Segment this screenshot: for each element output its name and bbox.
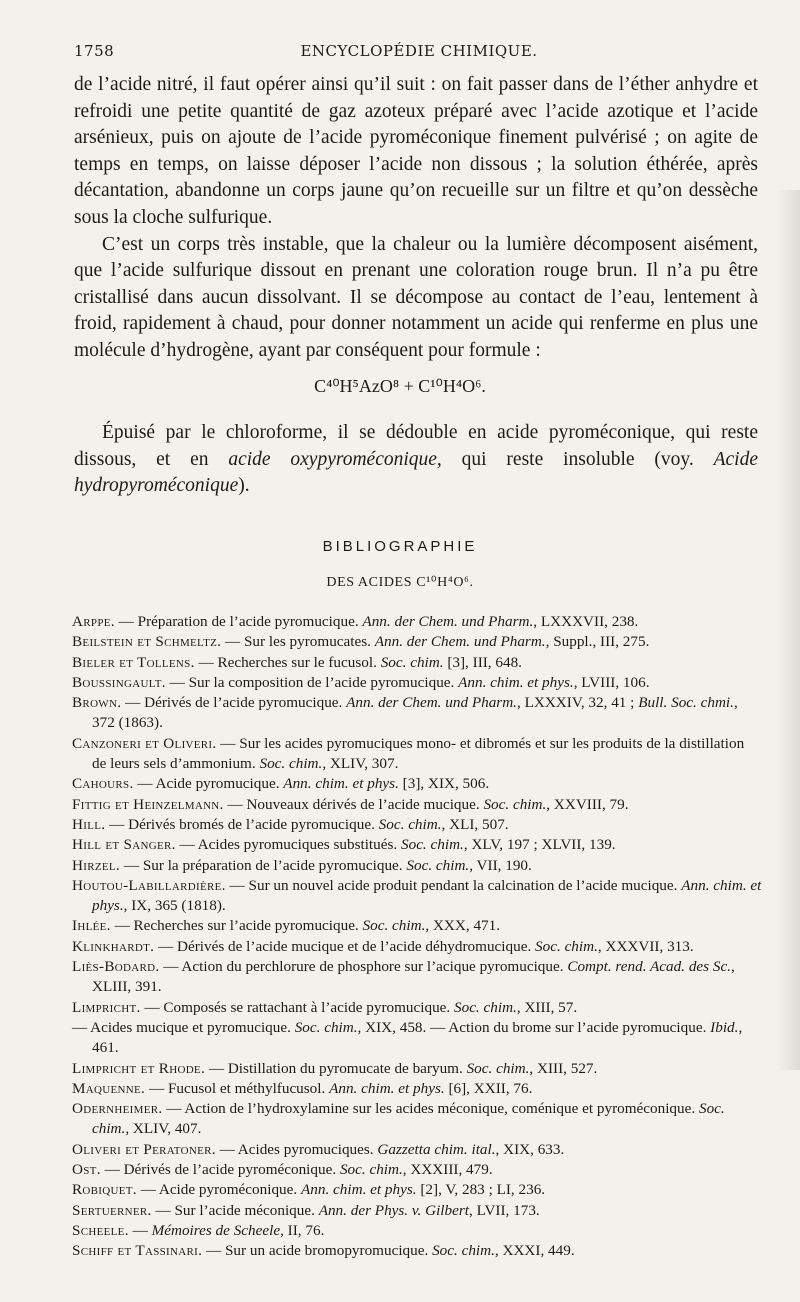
bibliography-entry: [72, 795, 762, 815]
entry-journal: Ann. chim. et phys.: [300, 1181, 417, 1199]
entry-author: Hill et Sanger.: [72, 836, 176, 854]
entry-reference: [3], III, 648.: [443, 653, 522, 671]
entry-title: — Sur la préparation de l’acide pyromucique.: [120, 856, 407, 874]
entry-reference: , XLI, 507.: [441, 815, 509, 833]
running-title: ENCYCLOPÉDIE CHIMIQUE.: [300, 42, 538, 60]
entry-title: — Sur la composition de l’acide pyromucique.: [165, 673, 459, 691]
entry-journal: Soc. chim.: [535, 937, 598, 955]
entry-author: Hill.: [72, 815, 106, 833]
entry-reference: , LVII, 173.: [468, 1201, 540, 1219]
entry-reference: , IX, 365 (1818).: [123, 897, 226, 915]
entry-title: — Dérivés de l’acide pyromucique.: [121, 694, 347, 712]
bibliography-entry: [72, 1059, 762, 1079]
entry-reference: , LXXXIV, 32, 41 ;: [516, 694, 639, 712]
bibliography-entry: [72, 653, 762, 673]
entry-author: Boussingault.: [72, 673, 166, 691]
entry-journal-2: Bull. Soc. chmi.: [638, 694, 734, 712]
entry-journal: Soc. chim.: [362, 917, 426, 935]
entry-reference: , LVIII, 106.: [573, 673, 650, 691]
entry-reference: , XXXI, 449.: [494, 1242, 575, 1260]
page-edge-shadow: [776, 190, 800, 1070]
entry-author: Brown.: [72, 694, 122, 712]
entry-title: — Sur les acides pyromuciques mono- et dibromés et sur les produits de la distillation de leurs sels d’ammonium.: [92, 734, 745, 773]
entry-reference: [2], V, 283 ; LI, 236.: [416, 1181, 546, 1199]
entry-reference: , XLV, 197 ; XLVII, 139.: [463, 836, 616, 854]
bibliography-entry: [72, 693, 762, 734]
bibliography-entry: [72, 612, 762, 632]
entry-reference-2: , 372 (1863).: [92, 694, 738, 732]
entry-author: Fittig et Heinzelmann.: [72, 795, 224, 813]
bibliography-entry: [72, 1099, 762, 1140]
entry-author: Ihlée.: [72, 917, 111, 935]
entry-journal: Soc. chim.: [432, 1242, 495, 1260]
body-text-2: [74, 420, 758, 500]
entry-journal: Soc. chim.: [339, 1161, 403, 1179]
entry-journal: Mémoires de Scheele: [151, 1221, 281, 1239]
entry-title: — Recherches sur l’acide pyromucique.: [110, 917, 363, 935]
paragraph-3: [74, 420, 758, 500]
bibliography-entry: [72, 856, 762, 876]
entry-journal: Soc. chim.: [466, 1059, 530, 1077]
entry-journal: Ann. chim. et phys.: [283, 775, 399, 793]
entry-author: Beilstein et Schmeltz.: [72, 633, 222, 651]
entry-journal-2: Ibid.: [710, 1018, 739, 1036]
running-head: [74, 42, 764, 64]
entry-journal: Soc. chim.: [380, 653, 444, 671]
entry-reference: [3], XIX, 506.: [398, 775, 490, 793]
entry-journal: Soc. chim.: [401, 836, 464, 854]
entry-title: — Distillation du pyromucate de baryum.: [205, 1059, 467, 1077]
entry-journal: Soc. chim.: [378, 815, 442, 833]
entry-title: — Action du perchlorure de phosphore sur l’acique pyromucique.: [159, 958, 568, 976]
entry-reference: , XXVIII, 79.: [546, 795, 629, 813]
entry-author: Liès-Bodard.: [72, 958, 160, 976]
entry-title: — Acide pyroméconique.: [136, 1181, 301, 1199]
entry-title: — Sur un nouvel acide produit pendant la calcination de l’acide mucique.: [225, 876, 682, 894]
entry-title: — Acides mucique et pyromucique.: [72, 1018, 295, 1036]
entry-author: Klinkhardt.: [72, 937, 155, 955]
bibliography-title: BIBLIOGRAPHIE: [322, 538, 478, 555]
paragraph-1: de l’acide nitré, il faut opérer ainsi qu’il suit : on fait passer dans de l’éther anhydre et refroidi une petite quantité de gaz azoteux préparé avec l’acide azotique et l’acide arsénieux, puis on ajoute de l’acide pyroméconique finement pulvérisé ; on agite de temps en temps, on laisse déposer l’acide non dissous ; la solution éthérée, après décantation, abandonne un corps jaune qu’on recueille sur un filtre et qu’on dessèche sous la cloche sulfurique.: [74, 74, 758, 228]
bibliography-entry: [72, 1079, 762, 1099]
entry-reference: , XIII, 57.: [516, 998, 578, 1016]
entry-reference: , XLIV, 407.: [125, 1120, 202, 1138]
entry-reference-2: , 461.: [92, 1018, 743, 1057]
entry-title: — Composés se rattachant à l’acide pyromucique.: [140, 998, 454, 1016]
entry-journal: Ann. der Chem. und Pharm.: [346, 694, 517, 712]
entry-reference: , LXXXVII, 238.: [533, 613, 639, 630]
entry-journal: Soc. chim.: [259, 755, 323, 773]
entry-journal: Soc. chim.: [483, 795, 547, 813]
entry-title: — Dérivés bromés de l’acide pyromucique.: [105, 815, 379, 833]
entry-reference: , VII, 190.: [469, 856, 532, 874]
entry-reference: , II, 76.: [280, 1221, 325, 1239]
bibliography-entry: [72, 937, 762, 957]
entry-author: Maquenne.: [72, 1079, 146, 1097]
page-number: 1758: [74, 42, 115, 60]
entry-reference: , XLIII, 391.: [92, 958, 735, 996]
entry-journal: Soc. chim.: [454, 998, 517, 1016]
paragraph-3-part-a: Épuisé par le chloroforme, il se dédouble en acide pyroméconique, qui reste dissous, et en: [74, 422, 758, 470]
paragraph-3-part-c: ).: [238, 475, 250, 497]
entry-author: Ost.: [72, 1161, 101, 1179]
paragraph-3-italic-1: acide oxypyroméconique,: [228, 448, 442, 470]
bibliography-entry: [72, 957, 762, 998]
entry-reference: [6], XXII, 76.: [444, 1079, 533, 1097]
entry-journal: Ann. chim. et phys.: [458, 673, 574, 691]
bibliography-entry: [72, 1180, 762, 1200]
bibliography-entry: [72, 835, 762, 855]
entry-author: Sertuerner.: [72, 1201, 152, 1219]
entry-journal: Ann. der Chem. und Pharm.: [362, 613, 534, 630]
bibliography-entry: [72, 673, 762, 693]
bibliography-entry: [72, 734, 762, 775]
entry-journal: Ann. chim. et phys.: [329, 1079, 445, 1097]
bibliography-subtitle: DES ACIDES C¹⁰H⁴O⁶.: [326, 575, 474, 590]
entry-author: Canzoneri et Oliveri.: [72, 734, 217, 752]
entry-author: Houtou-Labillardière.: [72, 876, 226, 894]
entry-title: — Action de l’hydroxylamine sur les acides méconique, coménique et pyroméconique.: [162, 1100, 699, 1118]
entry-title: — Acides pyromuciques.: [215, 1140, 378, 1158]
entry-reference: , XXXIII, 479.: [402, 1161, 493, 1179]
entry-title: — Recherches sur le fucusol.: [194, 653, 381, 671]
entry-reference: , XIX, 458. — Action du brome sur l’acide pyromucique.: [357, 1018, 711, 1036]
entry-title: — Préparation de l’acide pyromucique.: [114, 613, 363, 630]
bibliography-list: [72, 612, 762, 1262]
entry-journal: Soc. chim.: [92, 1100, 725, 1138]
entry-journal: Soc. chim.: [294, 1018, 358, 1036]
bibliography-entry: [72, 774, 762, 794]
entry-title: — Sur un acide bromopyromucique.: [202, 1242, 433, 1260]
entry-journal: Gazzetta chim. ital.: [377, 1140, 496, 1158]
bibliography-entry: [72, 1018, 762, 1059]
entry-reference: , XIX, 633.: [495, 1140, 565, 1158]
bibliography-entry: [72, 1160, 762, 1180]
entry-journal: Soc. chim.: [406, 856, 470, 874]
entry-author: Schiff et Tassinari.: [72, 1242, 203, 1260]
entry-author: Bieler et Tollens.: [72, 653, 195, 671]
entry-author: Arppe.: [72, 613, 115, 630]
entry-journal: Ann. chim. et phys.: [92, 876, 762, 915]
paragraph-3-part-b: qui reste insoluble (voy.: [441, 448, 714, 470]
entry-title: — Fucusol et méthylfucusol.: [145, 1079, 330, 1097]
entry-journal: Ann. der Phys. v. Gilbert: [318, 1201, 469, 1219]
bibliography-entry: [72, 1140, 762, 1160]
bibliography-entry: [72, 632, 762, 652]
entry-title: — Dérivés de l’acide mucique et de l’acide déhydromucique.: [154, 937, 536, 955]
entry-title: — Sur l’acide méconique.: [151, 1201, 319, 1219]
entry-author: Limpricht et Rhode.: [72, 1059, 206, 1077]
entry-title: — Dérivés de l’acide pyroméconique.: [100, 1161, 340, 1179]
entry-reference: , XIII, 527.: [529, 1059, 598, 1077]
entry-reference: , XXXVII, 313.: [597, 937, 694, 955]
entry-author: Hirzel.: [72, 856, 121, 874]
entry-journal: Ann. der Chem. und Pharm.: [374, 633, 546, 651]
entry-title: —: [128, 1221, 152, 1239]
entry-reference: , XXX, 471.: [425, 917, 501, 935]
entry-title: — Sur les pyromucates.: [221, 633, 375, 651]
entry-author: Robiquet.: [72, 1181, 137, 1199]
entry-journal: Compt. rend. Acad. des Sc.: [567, 958, 731, 976]
paragraph-2: C’est un corps très instable, que la chaleur ou la lumière décomposent aisément, que l’acide sulfurique dissout en prenant une coloration rouge brun. Il n’a pu être cristallisé dans aucun dissolvant. Il se décompose au contact de l’eau, lentement à froid, rapidement à chaud, pour donner notamment un acide qui renferme en plus une molécule d’hydrogène, ayant par conséquent pour formule :: [74, 233, 758, 361]
chemical-formula: C⁴⁰H⁵AzO⁸ + C¹⁰H⁴O⁶.: [314, 376, 486, 396]
bibliography-entry: [72, 1201, 762, 1221]
entry-title: — Acide pyromucique.: [133, 775, 284, 793]
bibliography-entry: [72, 1221, 762, 1241]
entry-reference: , Suppl., III, 275.: [545, 633, 650, 651]
entry-title: — Acides pyromuciques substitués.: [175, 836, 401, 854]
body-text: [74, 72, 758, 365]
bibliography-entry: [72, 815, 762, 835]
entry-author: Odernheimer.: [72, 1100, 163, 1118]
entry-author: Oliveri et Peratoner.: [72, 1140, 216, 1158]
entry-author: Limpricht.: [72, 998, 141, 1016]
bibliography-entry: [72, 876, 762, 917]
bibliography-entry: [72, 998, 762, 1018]
entry-title: — Nouveaux dérivés de l’acide mucique.: [223, 795, 484, 813]
paragraph-3-italic-2: Acide hydropyroméconique: [74, 448, 758, 497]
entry-author: Cahours.: [72, 775, 134, 793]
entry-reference: , XLIV, 307.: [322, 755, 399, 773]
bibliography-entry: [72, 1241, 762, 1261]
bibliography-entry: [72, 916, 762, 936]
entry-author: Scheele.: [72, 1221, 129, 1239]
